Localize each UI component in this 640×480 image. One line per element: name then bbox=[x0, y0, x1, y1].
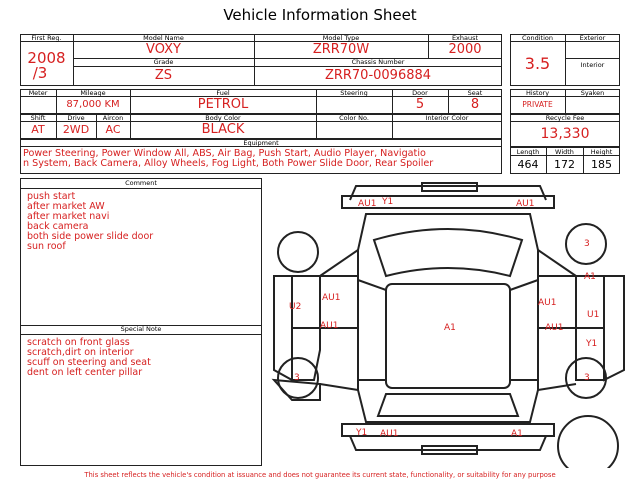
comment-label: Comment bbox=[125, 179, 157, 187]
damage-mark-roof: A1 bbox=[444, 323, 456, 333]
recycle-fee-value: 13,330 bbox=[540, 126, 590, 142]
comment-text: push start after market AW after market navi back camera both side power slide door sun roof bbox=[27, 191, 154, 252]
wheel-mark-spare: 3 bbox=[584, 373, 590, 383]
interior-color-label: Interior Color bbox=[425, 114, 469, 122]
syaken-label: Syaken bbox=[580, 89, 605, 97]
grade-label: Grade bbox=[153, 58, 174, 66]
door-value: 5 bbox=[415, 97, 425, 112]
first-reg-year: 2008 bbox=[27, 49, 66, 67]
damage-mark-right-u: U1 bbox=[587, 310, 600, 320]
model-type-value: ZRR70W bbox=[312, 42, 370, 57]
damage-mark-right-door-rear: AU1 bbox=[545, 323, 564, 333]
equipment-line-1: Power Steering, Power Window All, ABS, Air Bag, Push Start, Audio Player, Navigatio bbox=[23, 148, 426, 159]
model-type-label: Model Type bbox=[322, 34, 360, 42]
shift-value: AT bbox=[31, 123, 45, 136]
right-mirror-line bbox=[538, 250, 576, 276]
aircon-label: Aircon bbox=[102, 114, 124, 122]
fuel-value: PETROL bbox=[197, 97, 249, 112]
disclaimer-footer: This sheet reflects the vehicle's condition at issuance and does not guarantee its current state, functionality, or suitability for any purpose bbox=[84, 471, 556, 479]
damage-mark-rear-left: AU1 bbox=[380, 429, 399, 439]
grade-value: ZS bbox=[154, 68, 173, 83]
chassis-value: ZRR70-0096884 bbox=[324, 68, 432, 83]
drive-label: Drive bbox=[67, 114, 85, 122]
damage-mark-front-left: AU1 bbox=[358, 199, 377, 209]
front-left-wheel bbox=[278, 232, 318, 272]
length-value: 464 bbox=[517, 158, 539, 171]
history-value: PRIVATE bbox=[522, 100, 553, 109]
history-label: History bbox=[525, 89, 550, 97]
body-color-label: Body Color bbox=[205, 114, 241, 122]
model-name-value: VOXY bbox=[146, 42, 181, 57]
damage-mark-rear-right: A1 bbox=[511, 429, 523, 439]
right-a-pillar bbox=[510, 280, 538, 290]
seat-label: Seat bbox=[467, 89, 483, 97]
length-label: Length bbox=[516, 148, 540, 156]
damage-mark-right-y: Y1 bbox=[586, 339, 598, 349]
interior-label: Interior bbox=[580, 61, 605, 69]
exhaust-value: 2000 bbox=[448, 42, 482, 57]
windshield-outline bbox=[374, 229, 522, 276]
special-note-label: Special Note bbox=[120, 325, 162, 333]
drive-value: 2WD bbox=[62, 123, 90, 136]
damage-mark-right-door-front: AU1 bbox=[538, 298, 557, 308]
left-rear-arch bbox=[320, 384, 358, 390]
width-label: Width bbox=[555, 148, 574, 156]
exterior-label: Exterior bbox=[579, 34, 606, 42]
damage-mark-left-door-front: AU1 bbox=[322, 293, 341, 303]
front-bumper-outline bbox=[350, 186, 546, 200]
recycle-fee-label: Recycle Fee bbox=[545, 114, 585, 122]
door-label: Door bbox=[412, 89, 428, 97]
steering-label: Steering bbox=[340, 89, 368, 97]
damage-mark-right-a: A1 bbox=[584, 272, 596, 282]
equipment-line-2: n System, Back Camera, Alloy Wheels, Fog Light, Both Power Slide Door, Rear Spoiler bbox=[23, 158, 434, 169]
left-mirror-line bbox=[320, 250, 358, 276]
damage-mark-front-right: AU1 bbox=[516, 199, 535, 209]
color-no-label: Color No. bbox=[339, 114, 369, 122]
model-name-label: Model Name bbox=[143, 34, 184, 42]
spare-wheel bbox=[558, 416, 618, 468]
rear-window-outline bbox=[378, 394, 518, 416]
equipment-label: Equipment bbox=[243, 139, 279, 147]
damage-mark-front-y: Y1 bbox=[382, 197, 394, 207]
fuel-label: Fuel bbox=[216, 89, 230, 97]
sheet-title: Vehicle Information Sheet bbox=[223, 6, 417, 24]
roof-outline bbox=[386, 284, 510, 388]
first-reg-label: First Reg. bbox=[31, 34, 62, 42]
condition-label: Condition bbox=[521, 34, 554, 42]
seat-value: 8 bbox=[470, 97, 480, 112]
damage-mark-left-door-rear: AU1 bbox=[320, 321, 339, 331]
damage-mark-left-fender: U2 bbox=[289, 302, 302, 312]
first-reg-month: /3 bbox=[32, 64, 48, 82]
exhaust-label: Exhaust bbox=[451, 34, 479, 42]
body-color-value: BLACK bbox=[201, 122, 245, 137]
damage-mark-rear-y: Y1 bbox=[356, 428, 368, 438]
width-value: 172 bbox=[554, 158, 575, 171]
wheel-mark-front-right: 3 bbox=[584, 239, 590, 249]
aircon-value: AC bbox=[105, 123, 121, 136]
left-a-pillar bbox=[358, 280, 386, 290]
right-front-fender bbox=[604, 276, 624, 380]
meter-label: Meter bbox=[28, 89, 48, 97]
mileage-label: Mileage bbox=[80, 89, 106, 97]
special-note-text: scratch on front glass scratch,dirt on interior scuff on steering and seat dent on left center pillar bbox=[27, 337, 151, 378]
wheel-mark-left-rear: 3 bbox=[294, 373, 300, 383]
height-value: 185 bbox=[591, 158, 612, 171]
mileage-value: 87,000 KM bbox=[66, 99, 120, 110]
chassis-label: Chassis Number bbox=[351, 58, 405, 66]
shift-label: Shift bbox=[30, 114, 46, 122]
condition-value: 3.5 bbox=[524, 54, 551, 73]
height-label: Height bbox=[590, 148, 613, 156]
